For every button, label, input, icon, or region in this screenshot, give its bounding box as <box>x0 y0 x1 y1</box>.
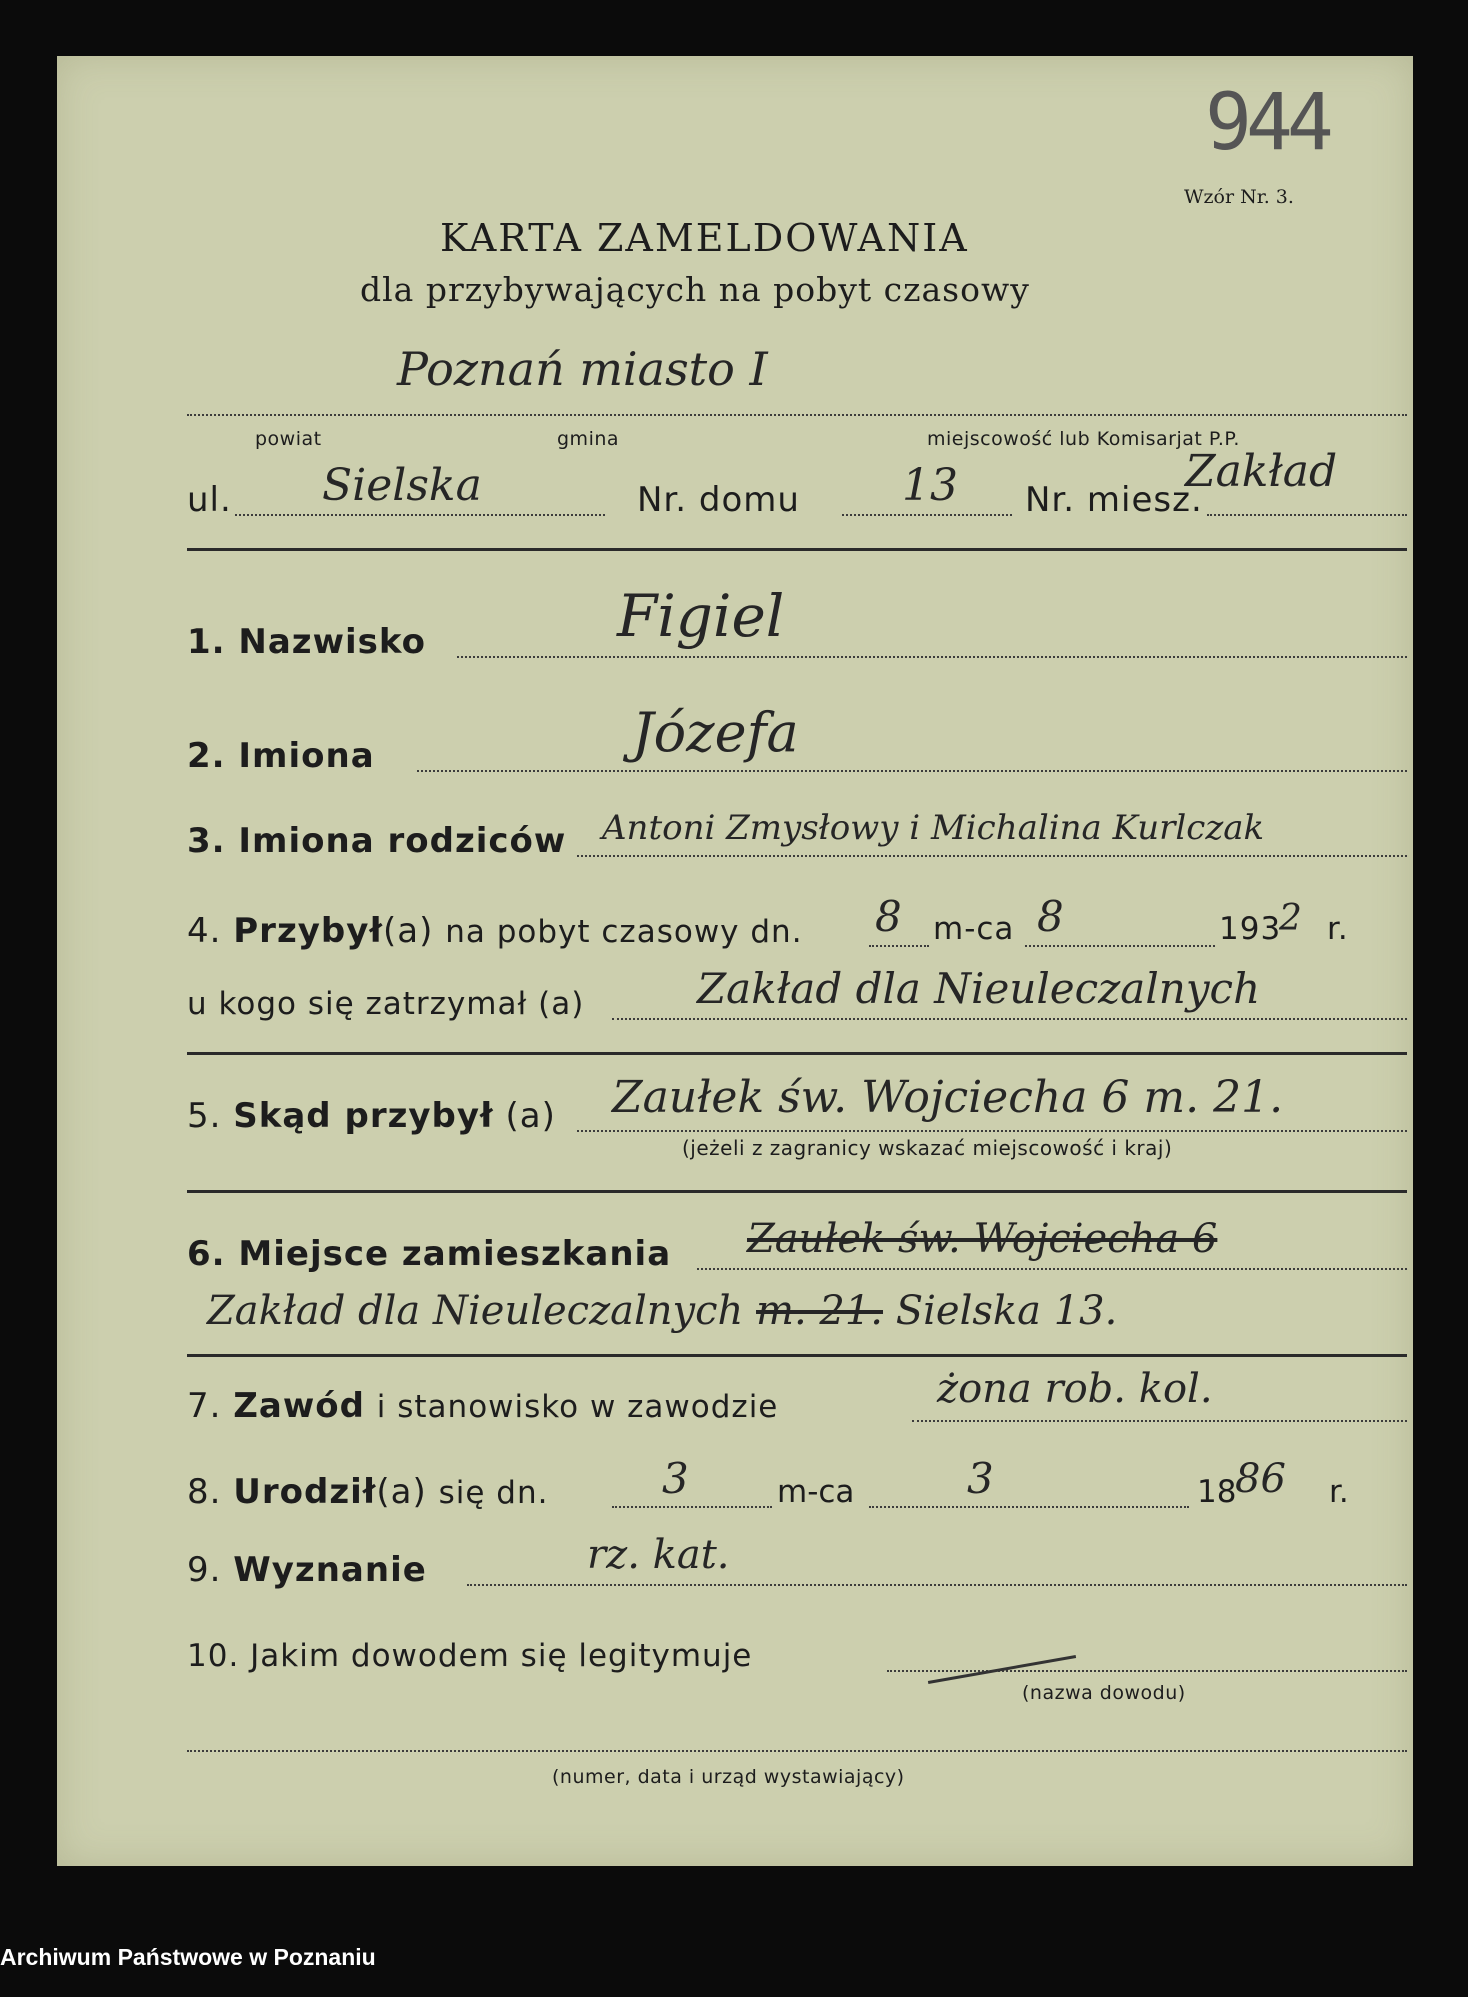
rule-4 <box>187 1354 1407 1357</box>
given-value: Józefa <box>632 701 799 764</box>
label-miejscowosc: miejscowość lub Komisarjat P.P. <box>927 428 1240 450</box>
born-year-print: 18 <box>1197 1474 1237 1510</box>
residence-label: 6. Miejsce zamieszkania <box>187 1234 672 1274</box>
religion-value: rz. kat. <box>587 1532 730 1578</box>
from-line: 5. Skąd przybył (a) <box>187 1096 556 1136</box>
rule-2 <box>187 1052 1407 1055</box>
religion-dotted-line <box>467 1584 1407 1586</box>
street-value: Sielska <box>322 460 482 511</box>
born-line: 8. Urodził(a) się dn. <box>187 1472 549 1512</box>
surname-label: 1. Nazwisko <box>187 622 426 662</box>
parents-label: 3. Imiona rodziców <box>187 821 567 861</box>
apt-dotted-line <box>1207 514 1407 516</box>
surname-value: Figiel <box>617 582 785 650</box>
house-value: 13 <box>902 460 958 511</box>
given-label: 2. Imiona <box>187 736 375 776</box>
house-label: Nr. domu <box>637 480 800 520</box>
arrived-line: 4. Przybył(a) na pobyt czasowy dn. <box>187 911 803 951</box>
label-gmina: gmina <box>557 428 620 450</box>
arrived-year-hand: 2 <box>1279 898 1302 939</box>
id-label: 10. Jakim dowodem się legitymuje <box>187 1638 753 1674</box>
street-label: ul. <box>187 480 232 520</box>
born-day-dots <box>612 1506 772 1508</box>
born-month: 3 <box>967 1454 994 1503</box>
from-note: (jeżeli z zagranicy wskazać miejscowość i kraj) <box>682 1136 1173 1160</box>
surname-dotted-line <box>457 656 1407 658</box>
id-dotted-line <box>887 1670 1407 1672</box>
form-title: KARTA ZAMELDOWANIA <box>440 216 969 260</box>
born-month-dots <box>869 1506 1189 1508</box>
born-mca-label: m-ca <box>777 1474 855 1510</box>
arrived-day: 8 <box>875 892 902 941</box>
arrived-year-print: 193 <box>1219 911 1282 947</box>
apt-value: Zakład <box>1185 446 1338 497</box>
place-value: Poznań miasto I <box>397 342 768 396</box>
form-number: Wzór Nr. 3. <box>1184 186 1294 208</box>
label-powiat: powiat <box>255 428 322 450</box>
archive-footer: Archiwum Państwowe w Poznaniu <box>0 1944 376 1970</box>
religion-line: 9. Wyznanie <box>187 1550 427 1590</box>
born-day: 3 <box>662 1454 689 1503</box>
arrived-mca-label: m-ca <box>933 911 1015 947</box>
id-note: (nazwa dowodu) <box>1022 1682 1186 1704</box>
born-year-suffix: r. <box>1329 1474 1349 1510</box>
from-value: Zaułek św. Wojciecha 6 m. 21. <box>612 1072 1284 1123</box>
arrived-month-dots <box>1025 945 1215 947</box>
arrived-day-dots <box>869 945 929 947</box>
form-subtitle: dla przybywających na pobyt czasowy <box>360 270 1030 309</box>
residence-value-struck: Zaułek św. Wojciecha 6 <box>747 1216 1218 1262</box>
from-dotted-line <box>577 1130 1407 1132</box>
residence-value-line2: Zakład dla Nieuleczalnych m. 21. Sielska 13. <box>207 1288 1118 1334</box>
house-dotted-line <box>842 514 1012 516</box>
occupation-value: żona rob. kol. <box>937 1366 1213 1412</box>
parents-dotted-line <box>577 855 1407 857</box>
arrived-year-suffix: r. <box>1327 911 1349 947</box>
rule-3 <box>187 1190 1407 1193</box>
id-dotted-line-2 <box>187 1750 1407 1752</box>
stayed-dotted-line <box>612 1018 1407 1020</box>
apt-label: Nr. miesz. <box>1025 480 1203 520</box>
place-dotted-line <box>187 414 1407 416</box>
stayed-label: u kogo się zatrzymał (a) <box>187 986 585 1022</box>
rule-1 <box>187 548 1407 551</box>
street-dotted-line <box>235 514 605 516</box>
occupation-dotted-line <box>912 1420 1407 1422</box>
born-year-hand: 86 <box>1235 1456 1286 1502</box>
stayed-value: Zakład dla Nieuleczalnych <box>697 964 1261 1013</box>
residence-dotted-line <box>697 1268 1407 1270</box>
given-dotted-line <box>417 770 1407 772</box>
id-note-2: (numer, data i urząd wystawiający) <box>552 1766 905 1788</box>
occupation-line: 7. Zawód i stanowisko w zawodzie <box>187 1386 779 1426</box>
registration-card <box>57 56 1413 1866</box>
arrived-month: 8 <box>1037 892 1064 941</box>
archive-number: 944 <box>1205 78 1328 168</box>
parents-value: Antoni Zmysłowy i Michalina Kurlczak <box>602 808 1265 848</box>
